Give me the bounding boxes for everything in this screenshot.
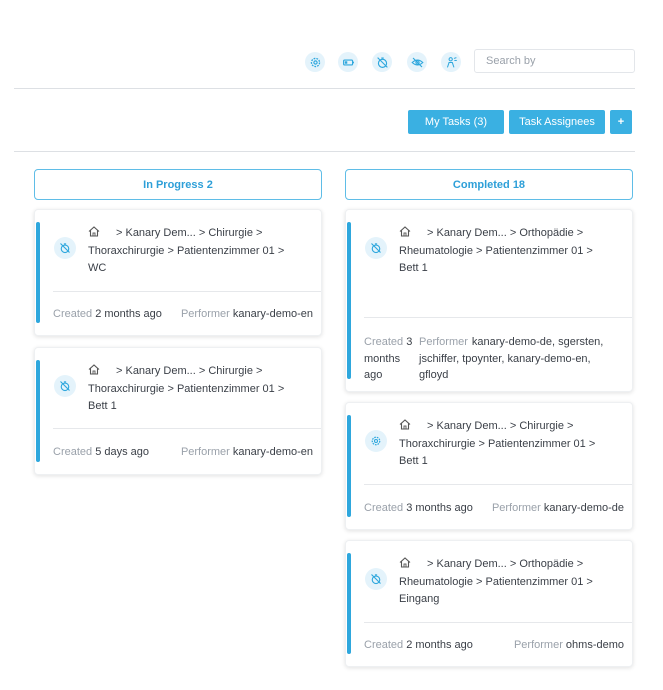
card-footer	[53, 446, 313, 458]
my-tasks-button[interactable]: My Tasks (3)	[408, 110, 504, 134]
performer-value: kanary-demo-de	[543, 502, 624, 514]
performer-label: Performer	[491, 502, 541, 514]
location-path	[88, 225, 284, 278]
path-line: Rheumatologie > Patientenzimmer 01 >	[399, 244, 593, 257]
performer-info	[492, 502, 624, 514]
home-icon[interactable]	[88, 364, 100, 375]
performer-value: kanary-demo-en	[232, 446, 313, 458]
card-divider	[53, 428, 321, 429]
path-line: Thoraxchirurgie > Patientenzimmer 01 >	[88, 382, 285, 395]
path-line: Thoraxchirurgie > Patientenzimmer 01 >	[88, 244, 285, 257]
location-path	[399, 418, 595, 471]
visibility-off-icon[interactable]	[407, 52, 427, 72]
status-bar	[347, 553, 351, 654]
task-assignees-button[interactable]: Task Assignees	[509, 110, 605, 134]
performer-info	[419, 334, 624, 384]
home-icon[interactable]	[88, 226, 100, 237]
card-footer	[53, 308, 313, 320]
performer-value: jschiffer, tpoynter, kanary-demo-en,	[419, 352, 591, 365]
created-value: ago	[364, 369, 383, 381]
card-divider	[364, 484, 632, 485]
created-value: 2 months ago	[406, 639, 473, 651]
performer-info	[181, 308, 313, 320]
status-bar	[347, 415, 351, 517]
location-path	[399, 225, 593, 278]
card-footer	[364, 502, 624, 514]
task-card[interactable]	[34, 209, 322, 336]
column-header-completed[interactable]: Completed 18	[345, 169, 633, 200]
home-icon[interactable]	[399, 226, 411, 237]
home-icon[interactable]	[399, 419, 411, 430]
toolbar-divider	[14, 88, 635, 89]
timer-off-icon	[365, 237, 387, 259]
location-path	[88, 363, 284, 416]
top-toolbar	[0, 48, 663, 76]
created-label: Created	[53, 308, 93, 320]
card-divider	[364, 317, 632, 318]
performer-value: kanary-demo-en	[232, 308, 313, 320]
created-info	[53, 308, 162, 320]
task-card[interactable]	[345, 209, 633, 392]
created-info	[364, 334, 419, 384]
path-line: > Kanary Dem... > Chirurgie >	[116, 227, 263, 239]
path-line: Bett 1	[399, 455, 428, 467]
agent-icon[interactable]	[441, 52, 461, 72]
path-line: Thoraxchirurgie > Patientenzimmer 01 >	[399, 437, 596, 450]
status-bar	[347, 222, 351, 379]
created-info	[364, 639, 473, 651]
path-line: Bett 1	[399, 262, 428, 274]
performer-value: gfloyd	[419, 369, 449, 381]
performer-info	[181, 446, 313, 458]
card-footer	[364, 334, 624, 384]
created-info	[364, 502, 473, 514]
path-line: WC	[88, 262, 107, 274]
battery-icon[interactable]	[338, 52, 358, 72]
path-line: > Kanary Dem... > Orthopädie >	[427, 227, 584, 239]
card-divider	[364, 622, 632, 623]
timer-off-icon	[54, 375, 76, 397]
created-label: Created	[364, 639, 404, 651]
timer-off-icon	[54, 237, 76, 259]
performer-label: Performer	[180, 308, 230, 320]
path-line: Rheumatologie > Patientenzimmer 01 >	[399, 575, 593, 588]
card-divider	[53, 291, 321, 292]
task-card[interactable]	[345, 402, 633, 530]
created-label: Created	[364, 336, 404, 348]
created-value: 2 months ago	[95, 308, 162, 320]
task-card[interactable]	[345, 540, 633, 667]
column-header-in-progress[interactable]: In Progress 2	[34, 169, 322, 200]
created-label: Created	[364, 502, 404, 514]
search-input[interactable]	[474, 49, 635, 73]
status-bar	[36, 222, 40, 323]
path-line: > Kanary Dem... > Chirurgie >	[427, 420, 574, 432]
task-card[interactable]	[34, 347, 322, 475]
performer-info	[514, 639, 624, 651]
location-path	[399, 556, 593, 609]
performer-label: Performer	[513, 639, 563, 651]
created-value: 5 days ago	[95, 446, 150, 458]
created-value: 3 months ago	[406, 502, 473, 514]
status-bar	[36, 360, 40, 462]
path-line: > Kanary Dem... > Chirurgie >	[116, 365, 263, 377]
path-line: > Kanary Dem... > Orthopädie >	[427, 558, 584, 570]
created-label: Created	[53, 446, 93, 458]
add-task-button[interactable]: +	[610, 110, 632, 134]
card-footer	[364, 639, 624, 651]
performer-label: Performer	[180, 446, 230, 458]
home-icon[interactable]	[399, 557, 411, 568]
gear-icon	[365, 430, 387, 452]
gear-icon[interactable]	[305, 52, 325, 72]
performer-value: ohms-demo	[565, 639, 624, 651]
timer-off-icon	[365, 568, 387, 590]
created-value: months	[364, 352, 401, 365]
performer-label: Performer	[419, 336, 468, 348]
actions-divider	[14, 151, 635, 152]
timer-off-icon[interactable]	[372, 52, 392, 72]
performer-value: kanary-demo-de, sgersten,	[471, 336, 604, 348]
created-info	[53, 446, 149, 458]
path-line: Bett 1	[88, 400, 117, 412]
created-value: 3	[406, 336, 413, 348]
path-line: Eingang	[399, 593, 440, 605]
